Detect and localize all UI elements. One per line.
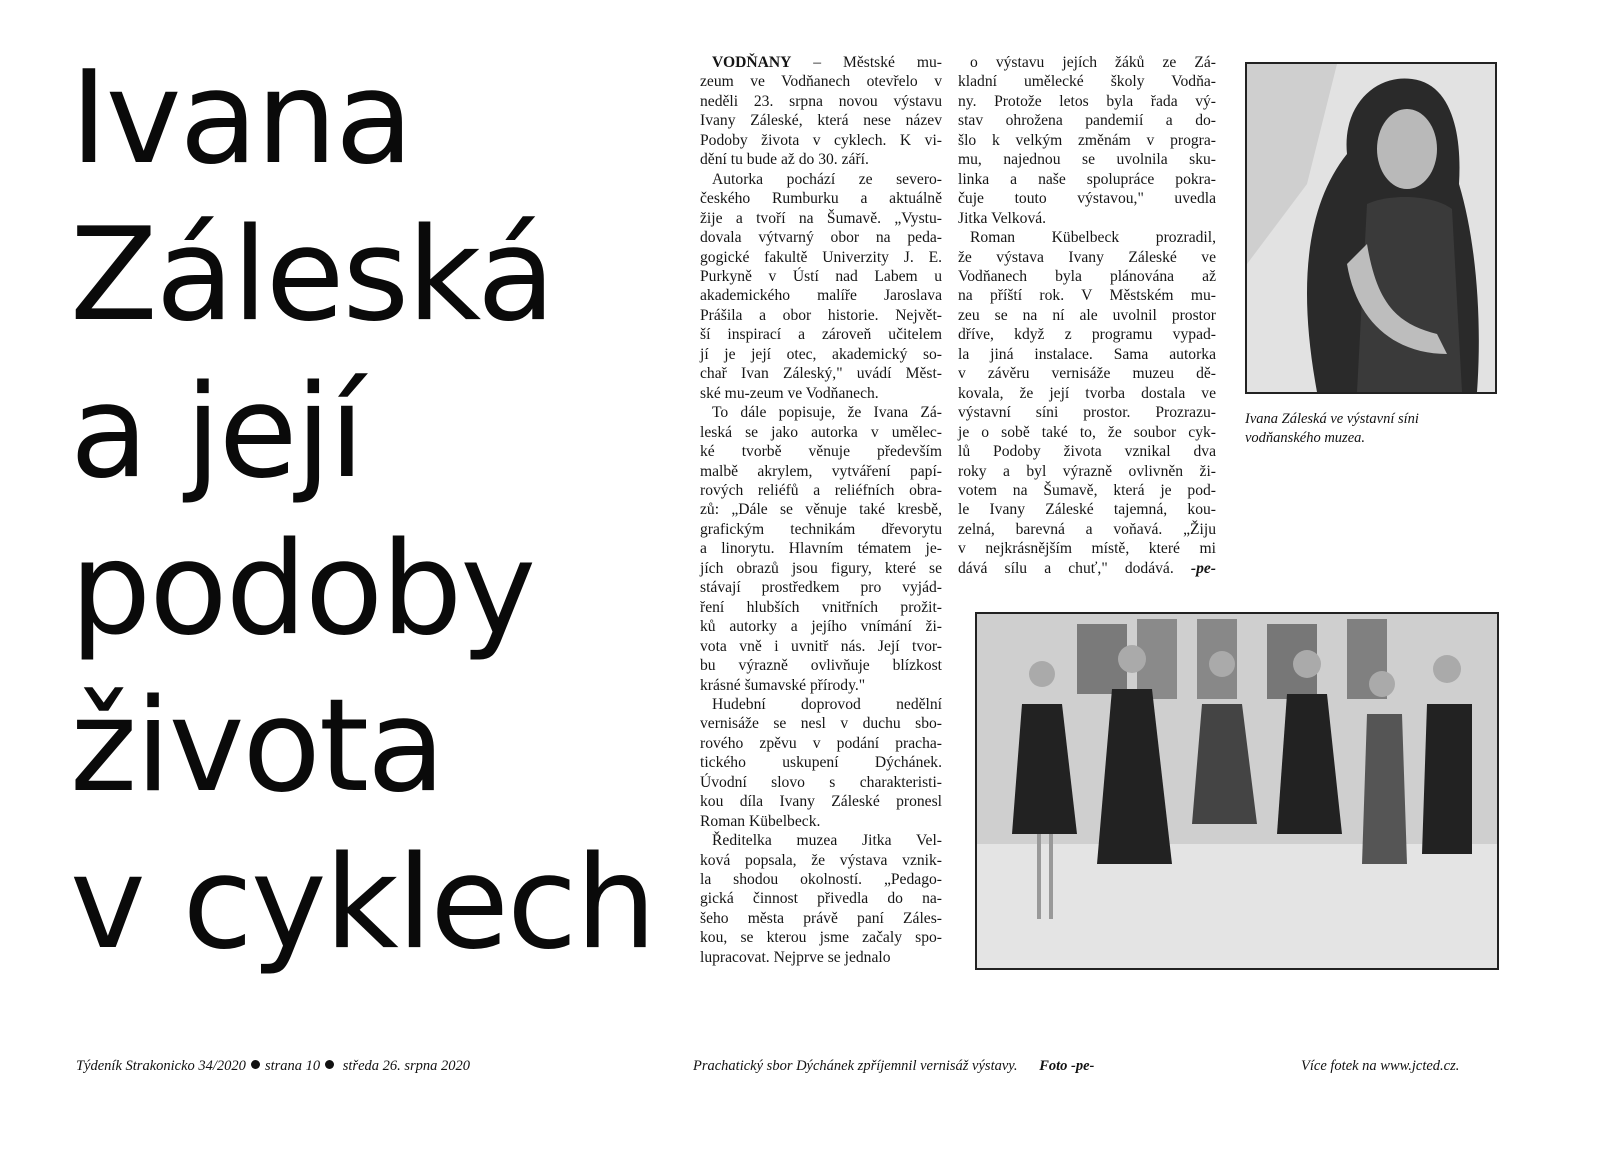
text-line: dění tu bude až do 30. září. — [700, 151, 869, 169]
text-line: ké tvorbě věnuje především — [700, 443, 942, 461]
text-fragment: – Městské mu- — [813, 54, 942, 71]
text-line: čuje touto výstavou," uvedla — [958, 190, 1216, 208]
text-line: lupracovat. Nejprve se jednalo — [700, 948, 891, 966]
text-line: ků autorky a jejího vnímání ži- — [700, 618, 942, 636]
text-line: kou díla Ivany Záleské pronesl — [700, 793, 942, 811]
text-line — [958, 559, 1216, 578]
text-line — [700, 53, 942, 72]
text-line: roky a byl výrazně ovlivněn ži- — [958, 462, 1216, 480]
bullet-icon — [251, 1060, 260, 1069]
text-line: jích obrazů jsou figury, které se — [700, 559, 942, 577]
text-line: Purkyně v Ústí nad Labem u — [700, 267, 942, 285]
text-line: To dále popisuje, že Ivana Zá- — [712, 404, 942, 422]
text-line: jí je její otec, akademický so- — [700, 345, 942, 363]
headline-line: a její — [70, 358, 363, 507]
text-line: je o sobě také to, že soubor cyk- — [958, 423, 1216, 441]
text-line: kovala, že její tvorba dostala ve — [958, 384, 1216, 402]
text-fragment: dává sílu a chuť," dodává. — [958, 559, 1174, 577]
headline — [70, 40, 655, 982]
text-line: malbě akrylem, vytváření papí- — [700, 462, 942, 480]
text-line: gická činnost přivedla do na- — [700, 890, 942, 908]
text-line: rového zpěvu v podání pracha- — [700, 734, 942, 752]
text-line: stávají prostředkem pro vyjád- — [700, 579, 942, 597]
article-paragraph — [958, 53, 1216, 228]
headline-line: Záleská — [70, 201, 554, 350]
text-line: Prášila a obor historie. Největ- — [700, 306, 942, 324]
text-line: že výstava Ivany Záleské ve — [958, 248, 1216, 266]
article-column-1 — [700, 53, 942, 967]
portrait-photo — [1245, 62, 1497, 394]
text-line: le Ivany Záleské tajemná, kou- — [958, 501, 1216, 519]
text-line: zeu se na ní ale uvolnil prostor — [958, 306, 1216, 324]
headline-line: v cyklech — [70, 829, 655, 978]
page-number: strana 10 — [264, 1058, 321, 1074]
text-line: mu, najednou se uvolnila sku- — [958, 151, 1216, 169]
bullet-icon — [325, 1060, 334, 1069]
text-line: v závěru vernisáže muzeu dě- — [958, 365, 1216, 383]
author-signature: -pe- — [1190, 559, 1216, 577]
text-line: chař Ivan Záleský," uvádí Měst- — [700, 365, 942, 383]
text-line: zeum ve Vodňanech otevřelo v — [700, 73, 942, 91]
text-line: Ředitelka muzea Jitka Vel- — [712, 832, 942, 850]
text-line: Vodňanech byla plánována až — [958, 267, 1216, 285]
text-line: a linorytu. Hlavním tématem je- — [700, 540, 942, 558]
text-line: la jiná instalace. Sama autorka — [958, 345, 1216, 363]
text-line: žije a tvoří na Šumavě. „Vystu- — [700, 209, 942, 227]
text-line: stav ohrožena pandemií a do- — [958, 112, 1216, 130]
text-line: kladní umělecké školy Vodňa- — [958, 73, 1216, 91]
text-line: zů: „Dále se věnuje také kresbě, — [700, 501, 942, 519]
caption-line: Ivana Záleská ve výstavní síni — [1245, 411, 1419, 427]
text-line: akademického malíře Jaroslava — [700, 287, 942, 305]
text-line: ření hlubších vnitřních prožit- — [700, 598, 942, 616]
text-line: kou, se kterou jsme začaly spo- — [700, 929, 942, 947]
text-line: českého Rumburku a aktuálně — [700, 190, 942, 208]
text-line: ny. Protože letos byla řada vý- — [958, 92, 1216, 110]
text-line: leská se jako autorka v umělec- — [700, 423, 942, 441]
headline-line: Ivana — [70, 44, 412, 193]
choir-image — [977, 614, 1497, 968]
text-line: zelná, barevná a voňavá. „Žiju — [958, 520, 1216, 538]
publication-footer — [76, 1058, 470, 1075]
photo-credit: Foto -pe- — [1039, 1058, 1095, 1074]
text-line: výstavní síni prostor. Prozrazu- — [958, 404, 1216, 422]
article-paragraph — [958, 228, 1216, 578]
text-line: grafickým technikám dřevorytu — [700, 520, 942, 538]
text-line: Úvodní slovo s charakteristi- — [700, 773, 942, 791]
article-paragraph — [700, 53, 942, 170]
text-line: Hudební doprovod nedělní — [712, 695, 942, 713]
dateline: VODŇANY — [712, 54, 792, 71]
choir-group-photo — [975, 612, 1499, 970]
headline-line: života — [70, 672, 444, 821]
text-line: v nejkrásnějším místě, které mi — [958, 540, 1216, 558]
caption-line: vodňanského muzea. — [1245, 430, 1366, 446]
text-line: šlo k velkým změnám v progra- — [958, 131, 1216, 149]
portrait-caption — [1245, 410, 1505, 448]
article-column-2 — [958, 53, 1216, 578]
group-photo-caption — [693, 1058, 1094, 1075]
text-line: lů Podoby života vznikal dva — [958, 443, 1216, 461]
text-line: Autorka pochází ze severo- — [712, 170, 942, 188]
text-line: linka a naše spolupráce pokra- — [958, 170, 1216, 188]
text-line: o výstavu jejích žáků ze Zá- — [970, 54, 1216, 71]
text-line: ší inspirací a zároveň učitelem — [700, 326, 942, 344]
portrait-image — [1247, 64, 1495, 392]
text-line: la shodou okolností. „Pedago- — [700, 871, 942, 889]
issue-date: středa 26. srpna 2020 — [342, 1058, 471, 1074]
text-line: tického uskupení Dýchánek. — [700, 754, 942, 772]
more-photos-link[interactable]: Více fotek na www.jcted.cz. — [1301, 1058, 1460, 1074]
article-paragraph — [700, 403, 942, 695]
text-line: vota vně i uvnitř nás. Její tvor- — [700, 637, 942, 655]
text-line: votem na Šumavě, která je pod- — [958, 481, 1216, 499]
text-line: Roman Kübelbeck. — [700, 812, 821, 830]
text-line: neděli 23. srpna novou výstavu — [700, 92, 942, 110]
publication-name: Týdeník Strakonicko 34/2020 — [76, 1058, 246, 1074]
text-line: Podoby života v cyklech. K vi- — [700, 131, 942, 149]
text-line: ková popsala, že výstava vznik- — [700, 851, 942, 869]
text-line: rových reliéfů a reliéfních obra- — [700, 481, 942, 499]
article-paragraph — [700, 170, 942, 403]
text-line: Roman Kübelbeck prozradil, — [970, 229, 1216, 247]
text-line: dovala výtvarný obor na peda- — [700, 229, 942, 247]
group-caption-text: Prachatický sbor Dýchánek zpříjemnil vernisáž výstavy. — [693, 1058, 1018, 1074]
text-line: gogické fakultě Univerzity J. E. — [700, 248, 942, 266]
text-line: ské mu-zeum ve Vodňanech. — [700, 384, 879, 402]
text-line: dříve, když z programu vypad- — [958, 326, 1216, 344]
text-line: Ivany Záleské, která nese název — [700, 112, 942, 130]
article-paragraph — [700, 831, 942, 967]
text-line: vernisáže se nesl v duchu sbo- — [700, 715, 942, 733]
text-line: na příští rok. V Městském mu- — [958, 287, 1216, 305]
headline-line: podoby — [70, 515, 535, 664]
text-line: šeho města právě paní Záles- — [700, 909, 942, 927]
text-line: Jitka Velková. — [958, 209, 1047, 227]
text-line: krásné šumavské přírody." — [700, 676, 866, 694]
article-paragraph — [700, 695, 942, 831]
text-line: bu výrazně ovlivňuje blízkost — [700, 657, 942, 675]
